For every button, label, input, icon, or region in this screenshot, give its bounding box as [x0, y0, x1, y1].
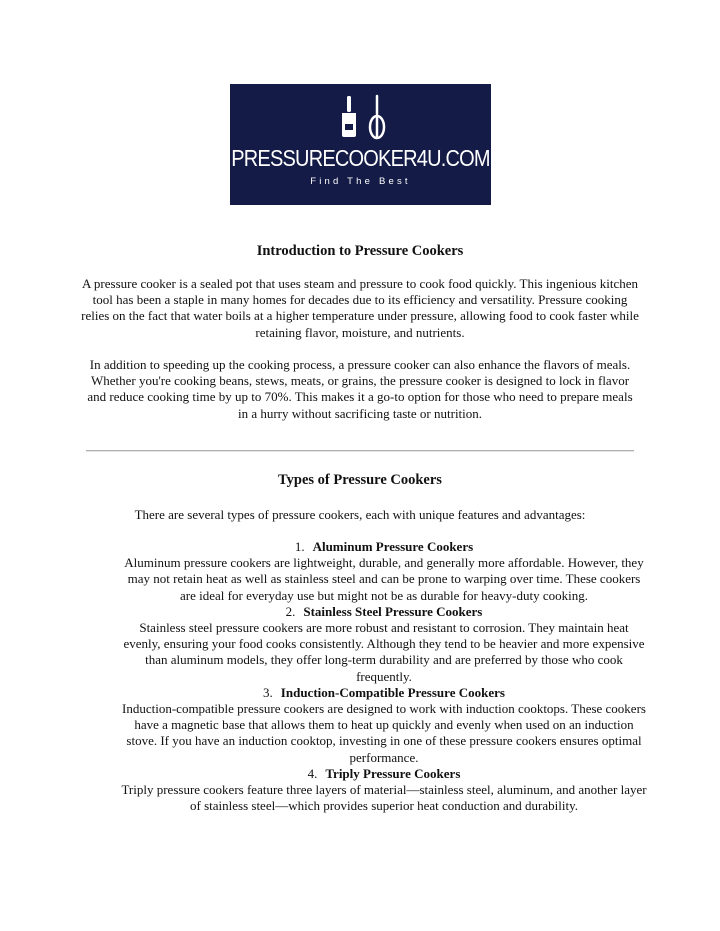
- list-item: [120, 604, 648, 685]
- types-heading: Types of Pressure Cookers: [278, 472, 442, 488]
- section-divider: [86, 450, 634, 452]
- item-title: Induction-Compatible Pressure Cookers: [280, 684, 505, 700]
- item-title: Stainless Steel Pressure Cookers: [303, 603, 483, 619]
- list-item: [120, 685, 648, 766]
- cooker-types-list: [120, 539, 648, 814]
- intro-heading: Introduction to Pressure Cookers: [256, 243, 464, 259]
- item-description: Induction-compatible pressure cookers are designed to work with induction cooktops. These cookers have a magnetic base that allows them to heat up quickly and evenly when used on an induction stove. If you have an induction cooktop, investing in one of these pressure cookers ensures optimal performance.: [122, 701, 646, 765]
- item-description: Stainless steel pressure cookers are more robust and resistant to corrosion. They maintain heat evenly, ensuring your food cooks consistently. Although they tend to be heavier and more expensive than aluminum models, they offer long-term durability and are preferred by those who cook frequently.: [123, 620, 645, 684]
- list-item: [120, 766, 648, 815]
- item-description: Triply pressure cookers feature three layers of material—stainless steel, aluminum, and another layer of stainless steel—which provides superior heat conduction and durability.: [121, 782, 647, 814]
- types-intro: There are several types of pressure cookers, each with unique features and advantages:: [134, 507, 586, 522]
- intro-paragraph-1: A pressure cooker is a sealed pot that uses steam and pressure to cook food quickly. This ingenious kitchen tool has been a staple in many homes for decades due to its efficiency and versatility. Pressure cooking relies on the fact that water boils at a higher temperature under pressure, allowing food to cook faster while retaining flavor, moisture, and nutrients.: [81, 276, 639, 340]
- list-item: [120, 539, 648, 604]
- item-number: 2.: [285, 603, 296, 619]
- intro-paragraph-2: In addition to speeding up the cooking process, a pressure cooker can also enhance the flavors of meals. Whether you're cooking beans, stews, meats, or grains, the pressure cooker is designed to lock in flavor and reduce cooking time by up to 70%. This makes it a go-to option for those who need to prepare meals in a hurry without sacrificing taste or nutrition.: [87, 357, 633, 421]
- whisk-icon: [370, 96, 384, 138]
- item-title: Triply Pressure Cookers: [325, 765, 461, 781]
- item-number: 1.: [294, 539, 305, 554]
- item-number: 3.: [263, 684, 273, 700]
- logo-tagline: Find The Best: [310, 176, 411, 187]
- item-number: 4.: [307, 765, 318, 781]
- logo-wordmark: PRESSURECOOKER4U.COM: [231, 146, 490, 172]
- item-description: Aluminum pressure cookers are lightweight, durable, and generally more affordable. However, they may not retain heat as well as stainless steel and can be prone to warping over time. These cookers are ideal for everyday use but might not be as durable for heavy-duty cooking.: [124, 555, 644, 603]
- site-logo: [230, 84, 491, 205]
- spatula-icon: [342, 96, 356, 137]
- item-title: Aluminum Pressure Cookers: [312, 539, 474, 554]
